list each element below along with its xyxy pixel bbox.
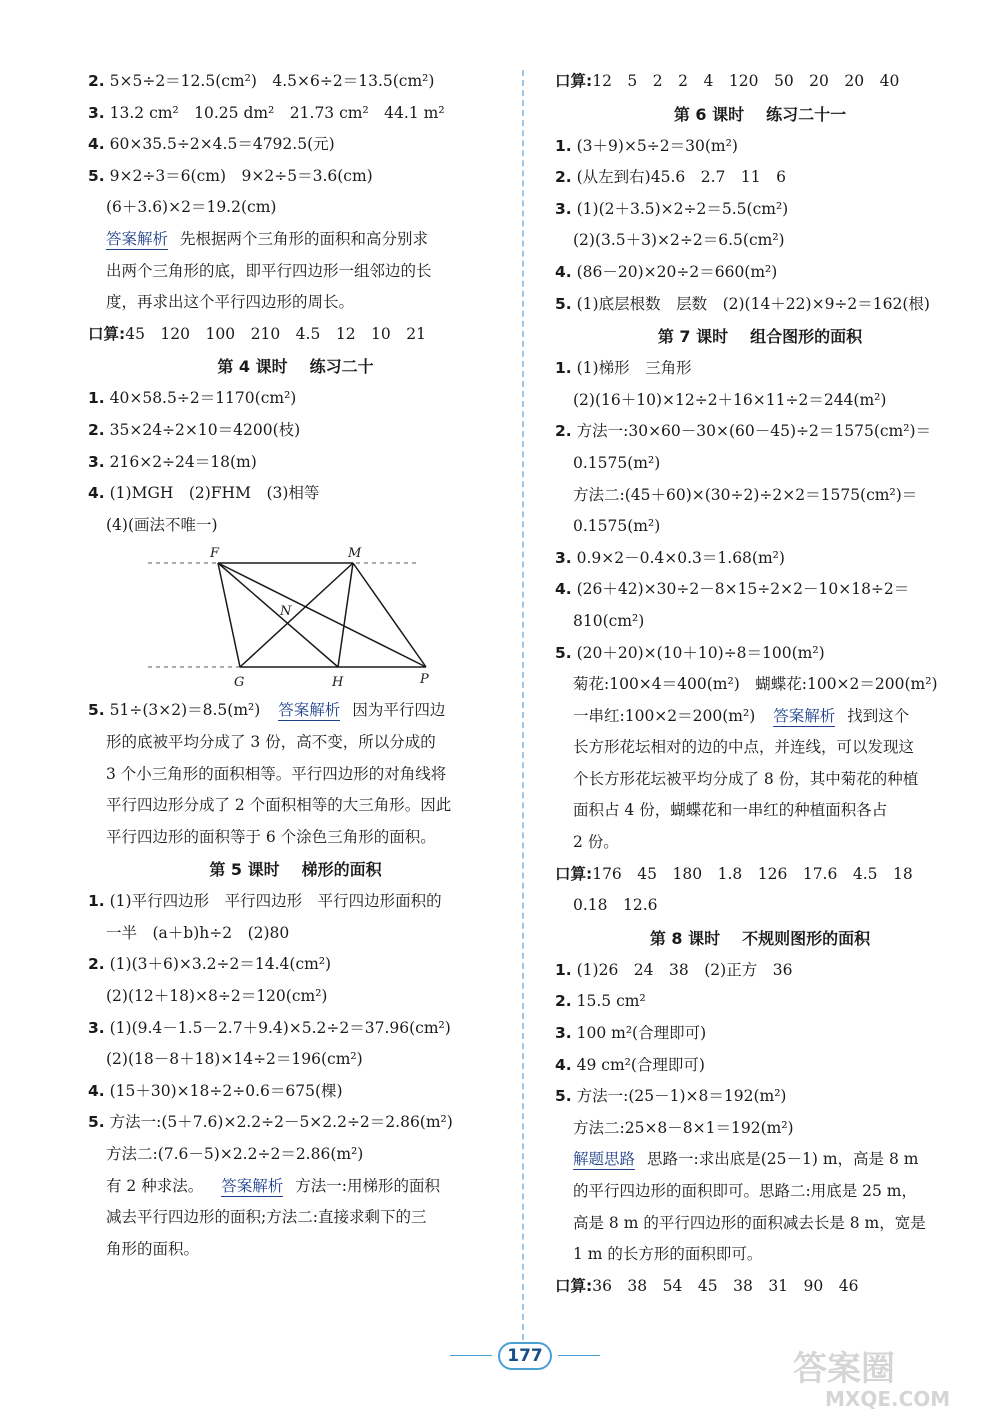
watermark-text: 答案圈 (793, 1349, 895, 1389)
answer-analysis-tag: 答案解析 (773, 706, 836, 725)
analysis-line: 个长方形花坛被平均分成了 8 份，其中菊花的种植 (573, 769, 919, 788)
answer-line: 1. 40×58.5÷2＝1170(cm²) (88, 389, 297, 408)
analysis-line: 一串红:100×2＝200(m²) 答案解析 找到这个 (573, 706, 910, 725)
answer-line: 4. (15＋30)×18÷2÷0.6＝675(棵) (88, 1081, 343, 1100)
mental-math-line: 0.18 12.6 (573, 896, 658, 915)
answer-line: 5. (1)底层根数 层数 (2)(14＋22)×9÷2＝162(根) (555, 294, 930, 313)
answer-line: (2)(18－8＋18)×14÷2＝196(cm²) (106, 1050, 363, 1069)
label-N: N (280, 604, 292, 620)
section-heading-8: 第 8 课时 不规则图形的面积 (649, 928, 871, 948)
answer-line: 2. 35×24÷2×10＝4200(枝) (88, 420, 301, 439)
analysis-line: 面积占 4 份，蝴蝶花和一串红的种植面积各占 (573, 801, 888, 820)
answer-analysis-tag: 答案解析 (106, 229, 169, 248)
analysis-line: 长方形花坛相对的边的中点，并连线，可以发现这 (573, 738, 915, 757)
answer-line: 2. (从左到右)45.6 2.7 11 6 (555, 168, 786, 187)
column-divider (522, 70, 524, 1340)
answer-line: 810(cm²) (573, 611, 645, 630)
analysis-line: 1 m 的长方形的面积即可。 (573, 1245, 763, 1264)
label-M: M (348, 546, 362, 562)
mental-math-line: 口算:176 45 180 1.8 126 17.6 4.5 18 (555, 864, 913, 883)
answer-line: 1. (3＋9)×5÷2＝30(m²) (555, 136, 738, 155)
footer-rule (558, 1355, 600, 1357)
answer-line: 3. 0.9×2－0.4×0.3＝1.68(m²) (555, 548, 785, 567)
answer-line: 4. 60×35.5÷2×4.5＝4792.5(元) (88, 135, 335, 154)
answer-line: 方法二:(45＋60)×(30÷2)÷2×2＝1575(cm²)＝ (573, 485, 918, 504)
answer-line: 3. 216×2÷24＝18(m) (88, 452, 257, 471)
watermark-url: MXQE.COM (825, 1387, 951, 1411)
section-heading-6: 第 6 课时 练习二十一 (673, 104, 847, 124)
answer-analysis-tag: 答案解析 (278, 701, 341, 720)
answer-line: 4. (86－20)×20÷2＝660(m²) (555, 262, 778, 281)
answer-line: 2. 15.5 cm² (555, 992, 646, 1011)
page-number: 177 (498, 1342, 552, 1370)
answer-line: 5. (20＋20)×(10＋10)÷8＝100(m²) (555, 643, 825, 662)
answer-line: 5. 方法一:(5＋7.6)×2.2÷2－5×2.2÷2＝2.86(m²) (88, 1113, 453, 1132)
analysis-line: 度，再求出这个平行四边形的周长。 (106, 293, 355, 312)
analysis-line: 平行四边形的面积等于 6 个涂色三角形的面积。 (106, 827, 436, 846)
answer-line: 4. 49 cm²(合理即可) (555, 1055, 705, 1074)
answer-line: 4. (26＋42)×30÷2－8×15÷2×2－10×18÷2＝ (555, 580, 910, 599)
label-F: F (210, 546, 220, 562)
right-column (555, 66, 965, 1302)
answer-line: 2. 方法一:30×60－30×(60－45)÷2＝1575(cm²)＝ (555, 422, 932, 441)
section-heading-5: 第 5 课时 梯形的面积 (209, 860, 382, 880)
answer-line: 3. 13.2 cm² 10.25 dm² 21.73 cm² 44.1 m² (88, 103, 445, 122)
answer-line: 0.1575(m²) (573, 517, 661, 536)
parallelogram-diagram (148, 543, 448, 693)
analysis-line: 有 2 种求法。 答案解析 方法一:用梯形的面积 (106, 1176, 440, 1195)
answer-analysis-tag: 答案解析 (221, 1176, 284, 1195)
mental-math-line: 口算:12 5 2 2 4 120 50 20 20 40 (555, 72, 900, 90)
answer-line: 1. (1)26 24 38 (2)正方 36 (555, 960, 793, 979)
answer-line: 3. (1)(9.4－1.5－2.7＋9.4)×5.2÷2＝37.96(cm²) (88, 1018, 451, 1037)
watermark-logo (785, 1340, 990, 1412)
answer-line: 3. (1)(2＋3.5)×2÷2＝5.5(cm²) (555, 199, 789, 218)
answer-line: 方法二:(7.6－5)×2.2÷2＝2.86(m²) (106, 1145, 364, 1164)
answer-line: 2. (1)(3＋6)×3.2÷2＝14.4(cm²) (88, 955, 332, 974)
left-column (88, 66, 503, 1265)
label-P: P (420, 672, 429, 688)
analysis-line: 答案解析 先根据两个三角形的面积和高分别求 (106, 229, 429, 248)
page-footer (450, 1336, 600, 1376)
analysis-line: 出两个三角形的底，即平行四边形一组邻边的长 (106, 261, 432, 280)
analysis-line: 平行四边形分成了 2 个面积相等的大三角形。因此 (106, 796, 452, 815)
answer-line: 3. 100 m²(合理即可) (555, 1024, 707, 1043)
analysis-line: 的平行四边形的面积即可。思路二:用底是 25 m， (573, 1182, 917, 1200)
answer-line: 方法二:25×8－8×1＝192(m²) (573, 1118, 794, 1137)
analysis-line: 高是 8 m 的平行四边形的面积减去长是 8 m，宽是 (573, 1213, 926, 1232)
answer-line: 5. 51÷(3×2)＝8.5(m²) 答案解析 因为平行四边 (88, 701, 446, 720)
analysis-line: 3 个小三角形的面积相等。平行四边形的对角线将 (106, 764, 447, 783)
answer-line: (2)(3.5＋3)×2÷2＝6.5(cm²) (573, 231, 785, 250)
mental-math-line: 口算:45 120 100 210 4.5 12 10 21 (88, 324, 427, 343)
analysis-line: 2 份。 (573, 833, 619, 852)
answer-line: 4. (1)MGH (2)FHM (3)相等 (88, 484, 320, 503)
mental-math-line: 口算:36 38 54 45 38 31 90 46 (555, 1276, 859, 1295)
section-heading-4: 第 4 课时 练习二十 (217, 357, 374, 377)
analysis-line: 角形的面积。 (106, 1239, 200, 1258)
answer-line: 0.1575(m²) (573, 453, 661, 472)
solution-idea-tag: 解题思路 (573, 1150, 636, 1169)
answer-line: (4)(画法不唯一) (106, 515, 218, 534)
answer-line: 5. 9×2÷3＝6(cm) 9×2÷5＝3.6(cm) (88, 166, 373, 185)
section-heading-7: 第 7 课时 组合图形的面积 (657, 327, 863, 347)
answer-line: 菊花:100×4＝400(m²) 蝴蝶花:100×2＝200(m²) (573, 675, 938, 694)
answer-line: (2)(12＋18)×8÷2＝120(cm²) (106, 987, 328, 1006)
answer-line: (6＋3.6)×2＝19.2(cm) (106, 198, 277, 217)
analysis-line: 减去平行四边形的面积;方法二:直接求剩下的三 (106, 1208, 427, 1227)
analysis-line: 解题思路 思路一:求出底是(25－1) m，高是 8 m (573, 1150, 919, 1169)
answer-line: 1. (1)平行四边形 平行四边形 平行四边形面积的 (88, 892, 442, 911)
answer-line: 一半 (a＋b)h÷2 (2)80 (106, 923, 290, 942)
answer-line: 2. 5×5÷2＝12.5(cm²) 4.5×6÷2＝13.5(cm²) (88, 72, 435, 90)
label-H: H (332, 675, 344, 691)
label-G: G (234, 675, 245, 691)
footer-rule (450, 1355, 492, 1357)
analysis-line: 形的底被平均分成了 3 份，高不变，所以分成的 (106, 732, 436, 751)
answer-line: (2)(16＋10)×12÷2＋16×11÷2＝244(m²) (573, 390, 887, 409)
answer-line: 5. 方法一:(25－1)×8＝192(m²) (555, 1087, 787, 1106)
answer-line: 1. (1)梯形 三角形 (555, 359, 692, 378)
